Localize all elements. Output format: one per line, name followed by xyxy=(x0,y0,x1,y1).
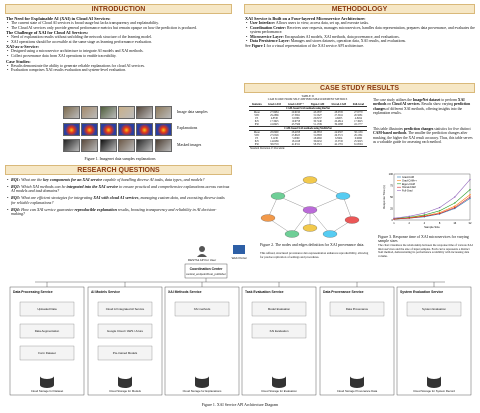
response-time-chart xyxy=(382,170,475,232)
table-cell: 43.1777 xyxy=(354,123,363,126)
table-cell: 42.1781 xyxy=(334,143,343,146)
table-cell: 6.6366 xyxy=(292,117,300,120)
table-cell: Mean xyxy=(253,131,260,134)
list-item: • User Interface: Allows users to view, access data, set up, and execute tasks. xyxy=(245,21,475,26)
data-point xyxy=(454,196,455,197)
component-label: XAI Evaluation xyxy=(269,329,289,333)
table-cell: 43.7566 xyxy=(291,123,301,126)
results-text-1: The case study utilizes the ImageNet dataset to perform XAI methods on Cloud AI services. Results show varying prediction changes of different XAI methods, offering insights into the explanation results. xyxy=(373,98,471,115)
table-title: TABLE II xyxy=(301,94,314,98)
table-cell: 58.3515 xyxy=(313,143,322,146)
table-cell: 30.7240 xyxy=(313,120,322,123)
table-cell: 27.0526 xyxy=(270,134,279,137)
table-cell: 4.8294 xyxy=(354,117,362,120)
data-point xyxy=(454,206,455,207)
y-tick-label: 50 xyxy=(390,196,393,199)
figure3-description: The chart visualizes the relationship between the response time of various XAI microservices and the size of input samples. Each curve represents a distinct XAI method, demonstrating its performance scalability with increasing data volume. xyxy=(378,243,473,258)
table-cell: XGrad-CAM xyxy=(331,103,347,106)
rq-item: • RQ4: How can XAI service guarantee reproducible explanation results, boosting transparency and reliability in AI decision-making? xyxy=(6,208,230,217)
sample-image xyxy=(136,106,153,119)
table-cell: 19.9758 xyxy=(291,120,301,123)
sample-image xyxy=(118,106,135,119)
x-tick-label: 16 xyxy=(453,222,457,225)
storage-label: Cloud Storage for Models xyxy=(109,389,141,393)
graph-node xyxy=(261,215,275,222)
table-cell: 30.6452 xyxy=(313,140,322,143)
table-cell: 43.2837 xyxy=(313,111,322,114)
table-cell: 4.8530 xyxy=(270,117,278,120)
explanation-heatmap xyxy=(118,123,135,136)
storage-label: Cloud Storage Provenance Data xyxy=(336,389,378,393)
table-cell: 39.2088 xyxy=(334,123,343,126)
table-cell: P50 xyxy=(254,143,259,146)
need-list xyxy=(6,21,232,30)
service-title: AI Models Service xyxy=(91,290,121,294)
masked-image xyxy=(155,139,172,152)
service-title: Task Evaluation Service xyxy=(245,290,284,294)
masked-image xyxy=(100,139,117,152)
table-cell: Eigen-CAM xyxy=(310,103,325,106)
grid-label-samples: Image data samples xyxy=(177,110,208,114)
table-cell: 27.9984 xyxy=(270,111,279,114)
service-list xyxy=(6,49,232,58)
data-point xyxy=(424,214,425,215)
table-cell: Grad-CAM++ xyxy=(287,103,304,106)
legend-entry: XGrad-CAM xyxy=(402,186,416,190)
figure2-caption: Figure 2. The nodes and edges definition for XAI provenance data. xyxy=(260,243,365,247)
component-label: Pre-trained Models xyxy=(112,351,138,355)
masked-image xyxy=(81,139,98,152)
studies-list xyxy=(6,64,232,73)
x-axis-label: Sample Size xyxy=(424,225,440,229)
graph-node xyxy=(323,231,337,238)
y-tick-label: 100 xyxy=(388,173,393,176)
list-item: • Collect provenance data from XAI operations to enable traceability. xyxy=(6,54,232,59)
component-label: System Evaluation xyxy=(422,307,446,311)
provenance-graph xyxy=(248,170,373,244)
table-cell: 20.4814 xyxy=(334,120,343,123)
list-item: • Evaluation comprises XAI results evaluation and system-level evaluation. xyxy=(6,68,232,73)
component-label: Google Cloud / AWS / Azure xyxy=(106,329,144,333)
graph-node xyxy=(285,231,299,238)
table-cell: 20.8257 xyxy=(313,117,322,120)
data-point xyxy=(409,216,410,217)
graph-node xyxy=(303,207,317,214)
table-cell: 28.0990 xyxy=(270,131,279,134)
table-cell: 29.9190 xyxy=(291,111,301,114)
table-cell: 6.3904 xyxy=(335,137,343,140)
table-cell: 41.9311 xyxy=(291,143,301,146)
table-note-row xyxy=(249,147,367,151)
table-cell: STD xyxy=(254,114,260,117)
x-tick-label: 4 xyxy=(423,222,426,225)
table-cell: 25.8625 xyxy=(291,134,301,137)
graph-nodes xyxy=(261,177,359,238)
table-cell: 25.5025 xyxy=(354,140,363,143)
table-cell: P25 xyxy=(254,120,259,123)
data-point xyxy=(469,179,470,180)
legend-entry: Grad-CAM++ xyxy=(402,179,417,183)
coordination-endpoint: central_endpoint/host_publisher xyxy=(186,272,226,276)
data-point xyxy=(424,216,425,217)
data-point xyxy=(439,207,440,208)
service-title: Data Provenance Service xyxy=(323,290,364,294)
x-tick-label: 1 xyxy=(393,222,395,225)
legend-entry: Full-Grad xyxy=(402,189,413,193)
x-tick-label: 2 xyxy=(408,222,410,225)
sample-image xyxy=(155,106,172,119)
data-point xyxy=(469,189,470,190)
challenge-title: The Challenge of XAI for Cloud AI Services: xyxy=(6,30,89,36)
table-cell: P50 xyxy=(254,123,259,126)
data-point xyxy=(454,202,455,203)
introduction-header: INTRODUCTION xyxy=(5,4,232,14)
list-item: • Results demonstrate the ability to generate reliable explanations for cloud AI services. xyxy=(6,64,232,69)
component-label: Uploaded Data xyxy=(37,307,57,311)
y-tick-label: 75 xyxy=(390,184,393,188)
explanation-heatmap xyxy=(100,123,117,136)
explanation-heatmap xyxy=(136,123,153,136)
table-cell: 51.1339 xyxy=(313,123,322,126)
figure1-caption: Figure 1. Imagenet data samples explanations xyxy=(84,157,156,161)
rq-item: • RQ2: Which XAI methods can be integrated into the XAI service to ensure practical and comprehensive explanations across various AI models and task domains? xyxy=(6,185,230,194)
graph-node xyxy=(271,193,285,200)
legend-entry: Grad-CAM xyxy=(402,176,414,179)
image-grid xyxy=(63,106,173,156)
table-group-label: CAM-based XAI methods using ResNet xyxy=(249,107,367,111)
list-item: • XAI operations should be accessible at the same stage as learning performance evaluation. xyxy=(6,40,232,45)
architecture-diagram xyxy=(5,242,475,402)
storage-label: Cloud Storage for Evaluation xyxy=(261,389,297,393)
masked-image xyxy=(63,139,80,152)
list-item: • Need of explanation results without unfolding the network structure of the learning model. xyxy=(6,35,232,40)
y-axis-label: Response Time (s) xyxy=(382,185,386,209)
data-point xyxy=(469,194,470,195)
coordination-center-label: Coordination Center xyxy=(189,267,223,271)
web-portal-label: Web Portal xyxy=(231,256,247,260)
table-cell: 17.3625 xyxy=(270,120,279,123)
grid-label-explanations: Explanations xyxy=(177,126,198,130)
storage-label: Cloud Storage for Explanations xyxy=(182,389,222,393)
storage-label: Cloud Storage for System Record xyxy=(413,389,455,393)
legend-entry: Eigen-CAM xyxy=(402,182,415,186)
data-point xyxy=(409,217,410,218)
table-cell: 18.1168 xyxy=(291,140,301,143)
y-tick-label: 0 xyxy=(391,219,393,222)
challenge-list xyxy=(6,35,232,44)
explanation-heatmap xyxy=(81,123,98,136)
figure2-description: This refined, structured provenance data representation enhances reproducibility, allowing for precise replication of settings and procedures. xyxy=(260,251,369,259)
data-point xyxy=(439,210,440,211)
masked-image xyxy=(136,139,153,152)
user-label: RESTful API for User xyxy=(187,258,217,262)
table-cell: P5 xyxy=(255,117,259,120)
methodology-list xyxy=(245,21,475,44)
graph-node xyxy=(303,225,317,232)
grid-label-masked: Masked images xyxy=(177,143,202,147)
table-cell: 31.5627 xyxy=(313,114,322,117)
list-item: • The current state of Cloud AI services is broad usage but lacks transparency and explainability. xyxy=(6,21,232,26)
table-cell: P5 xyxy=(255,137,259,140)
results-text-2: This table illustrates prediction changes statistics for five distinct CAM-based methods. The smaller the prediction changes after masking, the higher the XAI result accuracy. Thus, this table serves as a valuable guide for assessing each method. xyxy=(373,127,473,144)
case-study-results-header: CASE STUDY RESULTS xyxy=(244,83,475,93)
component-label: Data Provenance xyxy=(345,307,369,311)
table-cell: 24.9597 xyxy=(334,131,343,134)
data-point xyxy=(393,217,394,218)
table-cell: 46.3853 xyxy=(313,131,322,134)
data-point xyxy=(469,198,470,199)
table-cell: 27.3691 xyxy=(291,114,301,117)
architecture-caption: Figure 1. XAI Service API Architecture Diagram xyxy=(201,403,279,407)
list-item: • Designed using a microservice architecture to integrate AI models and XAI methods. xyxy=(6,49,232,54)
x-tick-label: 32 xyxy=(468,222,472,225)
table-cell: Full-Grad xyxy=(352,103,364,106)
component-label: Data Augmentation xyxy=(34,329,60,333)
table-cell: 28.4058 xyxy=(291,131,301,134)
user-icon xyxy=(197,246,207,257)
data-point xyxy=(424,212,425,213)
methodology-see: See Figure 1 for a visual representation of the XAI service API architecture. xyxy=(245,43,365,48)
table-cell: 14.6289 xyxy=(270,140,279,143)
rq-item: • RQ1: What are the key components for an XAI service capable of handling diverse AI tasks, data types, and models? xyxy=(6,178,230,183)
list-item: • The Cloud AI services only provide general performance metrics but remain opaque on how the prediction is produced. xyxy=(6,26,232,31)
web-portal-icon xyxy=(233,245,245,254)
data-point xyxy=(439,213,440,214)
methodology-header: METHODOLOGY xyxy=(244,4,475,14)
table-cell: 18.4682 xyxy=(313,137,322,140)
table-cell: 26.5681 xyxy=(354,114,363,117)
component-label: Cloud AI Integrated AI Service xyxy=(105,307,145,311)
table-cell: 38.0719 xyxy=(270,143,279,146)
table-cell: 27.3041 xyxy=(334,114,343,117)
table-cell: Mean xyxy=(253,111,260,114)
table-cell: 4.6005 xyxy=(335,117,343,120)
table-cell: Grad-CAM xyxy=(267,103,281,106)
table-cell: 61.8594 xyxy=(354,143,363,146)
masked-image xyxy=(118,139,135,152)
need-title: The Need for Explainable AI (XAI) in Cloud AI Services: xyxy=(6,16,111,21)
introduction-body xyxy=(6,16,232,73)
storage-label: Cloud Storage for Dataset xyxy=(30,389,64,393)
research-questions-header: RESEARCH QUESTIONS xyxy=(5,165,232,175)
table-cell: 5.0069 xyxy=(292,137,300,140)
explanation-heatmap xyxy=(63,123,80,136)
table-cell: 31.8883 xyxy=(313,134,322,137)
table-cell: P25 xyxy=(254,140,259,143)
research-questions-list xyxy=(6,178,230,217)
sample-image xyxy=(100,106,117,119)
methodology-title: XAI Service is Built on a Four-layered Microservice Architecture: xyxy=(245,16,366,21)
methodology-body xyxy=(245,16,475,49)
table-cell: 41.6925 xyxy=(270,123,279,126)
table-cell: 29.2866 xyxy=(270,114,279,117)
graph-edge xyxy=(343,196,352,220)
table-cell: 38.1156 xyxy=(354,131,363,134)
table-cell: 17.3625 xyxy=(354,120,363,123)
y-tick-label: 25 xyxy=(390,207,393,211)
graph-node xyxy=(303,177,317,184)
graph-node xyxy=(336,193,350,200)
table-subtitle: CAM SCORE FROM SELF-DEFINED MEASUREMENT METRICS xyxy=(267,98,348,101)
data-point xyxy=(469,196,470,197)
graph-node xyxy=(345,217,359,224)
component-label: XAI methods xyxy=(193,307,211,311)
table-group-label: CAM-based XAI methods using MobileNet xyxy=(249,127,367,131)
component-label: Form Dataset xyxy=(38,351,56,355)
table-cell: STD xyxy=(254,134,260,137)
component-label: Model Evaluation xyxy=(267,307,291,311)
service-title: System Evaluation Service xyxy=(400,290,444,294)
service-title: XAI-as-a-Service: xyxy=(6,44,39,50)
results-table xyxy=(249,103,367,150)
explanation-heatmap xyxy=(155,123,172,136)
table-cell: 29.1361 xyxy=(354,134,363,137)
studies-title: Case Studies: xyxy=(6,58,31,64)
table-cell: 27.9770 xyxy=(354,111,363,114)
rq-item: • RQ3: What are efficient strategies for integrating XAI with cloud AI services, managing custom data, and executing diverse tasks for reliable explanations? xyxy=(6,196,230,205)
table-cell: 5.1230 xyxy=(270,137,278,140)
table-cell: 15.5745 xyxy=(334,140,343,143)
list-item: • Microservice Layer: Encapsulates AI models, XAI methods, data provenance, and evaluations. xyxy=(245,35,475,40)
service-title: Data Processing Service xyxy=(13,290,53,294)
table-cell: 28.0335 xyxy=(334,111,343,114)
table-cell: 6.9096 xyxy=(354,137,362,140)
figure3-caption: Figure 3. Response time of XAI microservices for varying sample sizes xyxy=(378,235,469,243)
table-note: Standard Deviation. P: Percentile xyxy=(249,147,367,151)
sample-image xyxy=(81,106,98,119)
sample-image xyxy=(63,106,80,119)
data-point xyxy=(454,207,455,208)
table-cell: Statistics xyxy=(251,103,262,106)
list-item: • Coordination Center: Receives user requests, manages microservices, handles data representation, prepares data provenance, and evaluates the system performance. xyxy=(245,26,475,35)
x-tick-label: 8 xyxy=(438,222,441,225)
service-title: XAI Methods Service xyxy=(168,290,202,294)
list-item: • Data Persistence Layer: Manages and stores datasets, operation data, XAI results, and evaluations. xyxy=(245,39,475,44)
table-cell: 26.3721 xyxy=(334,134,343,137)
